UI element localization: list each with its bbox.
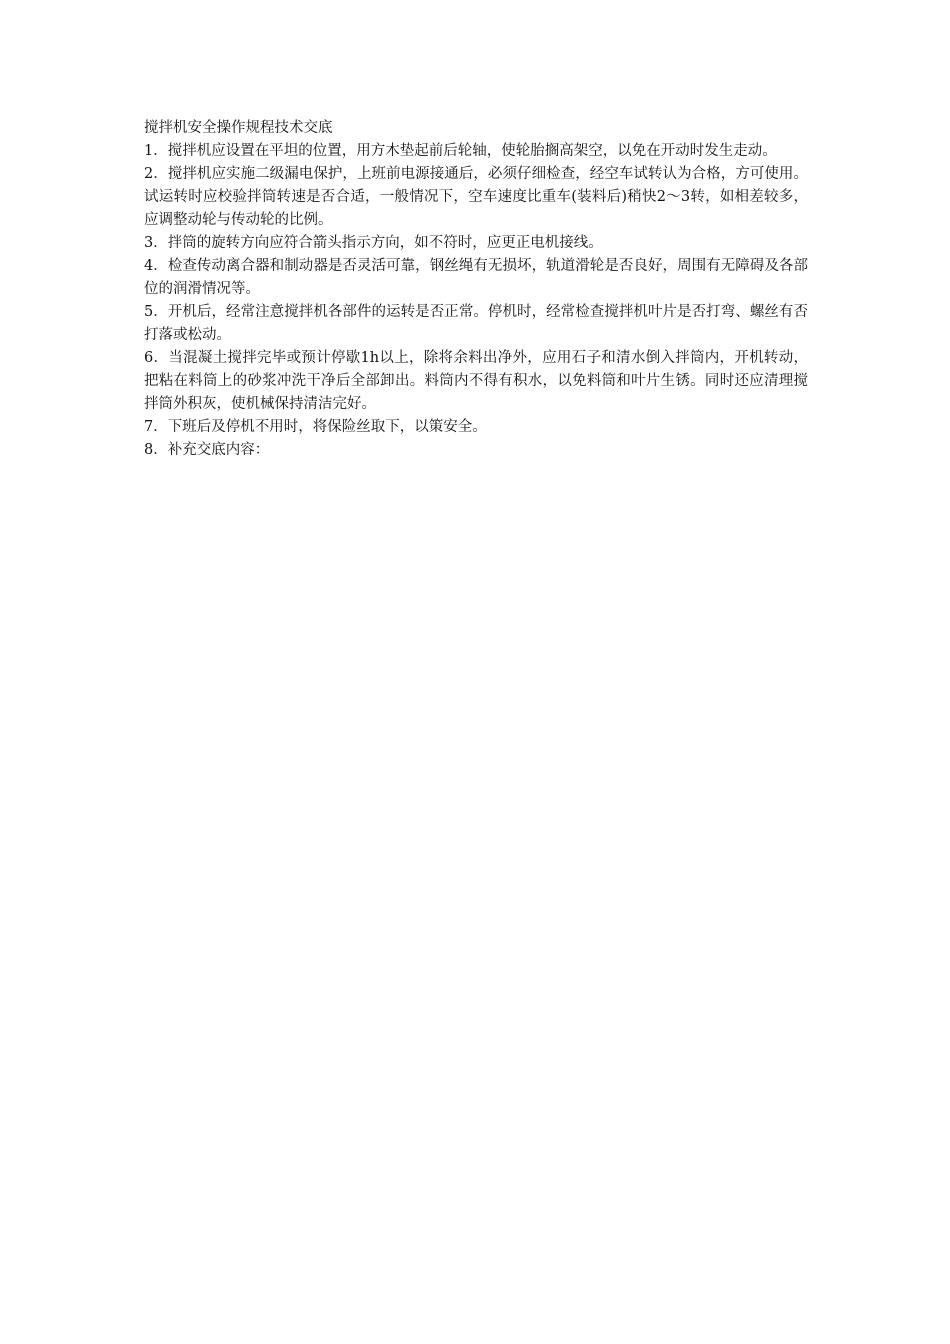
rule-item-6: 6．当混凝土搅拌完毕或预计停歇1h以上，除将余料出净外，应用石子和清水倒入拌筒内，开机转动，把粘在料筒上的砂浆冲洗干净后全部卸出。料筒内不得有积水，以免料筒和叶片生锈。同时还应清理搅拌筒外积灰，使机械保持清洁完好。 xyxy=(144,350,808,412)
rule-item-4: 4．检查传动离合器和制动器是否灵活可靠，钢丝绳有无损坏，轨道滑轮是否良好，周围有无障碍及各部位的润滑情况等。 xyxy=(144,258,808,297)
rule-item-2: 2．搅拌机应实施二级漏电保护，上班前电源接通后，必须仔细检查，经空车试转认为合格，方可使用。试运转时应校验拌筒转速是否合适，一般情况下，空车速度比重车(装料后)稍快2～3转，如相差较多，应调整动轮与传动轮的比例。 xyxy=(144,166,808,228)
document-title: 搅拌机安全操作规程技术交底 xyxy=(144,120,333,136)
document-body xyxy=(144,117,808,462)
rule-item-8: 8．补充交底内容： xyxy=(144,442,270,458)
rule-item-3: 3．拌筒的旋转方向应符合箭头指示方向，如不符时，应更正电机接线。 xyxy=(144,235,603,251)
rule-item-7: 7．下班后及停机不用时，将保险丝取下，以策安全。 xyxy=(144,419,487,435)
rule-item-1: 1．搅拌机应设置在平坦的位置，用方木垫起前后轮轴，使轮胎搁高架空，以免在开动时发生走动。 xyxy=(144,143,777,159)
rule-item-5: 5．开机后，经常注意搅拌机各部件的运转是否正常。停机时，经常检查搅拌机叶片是否打弯、螺丝有否打落或松动。 xyxy=(144,304,808,343)
